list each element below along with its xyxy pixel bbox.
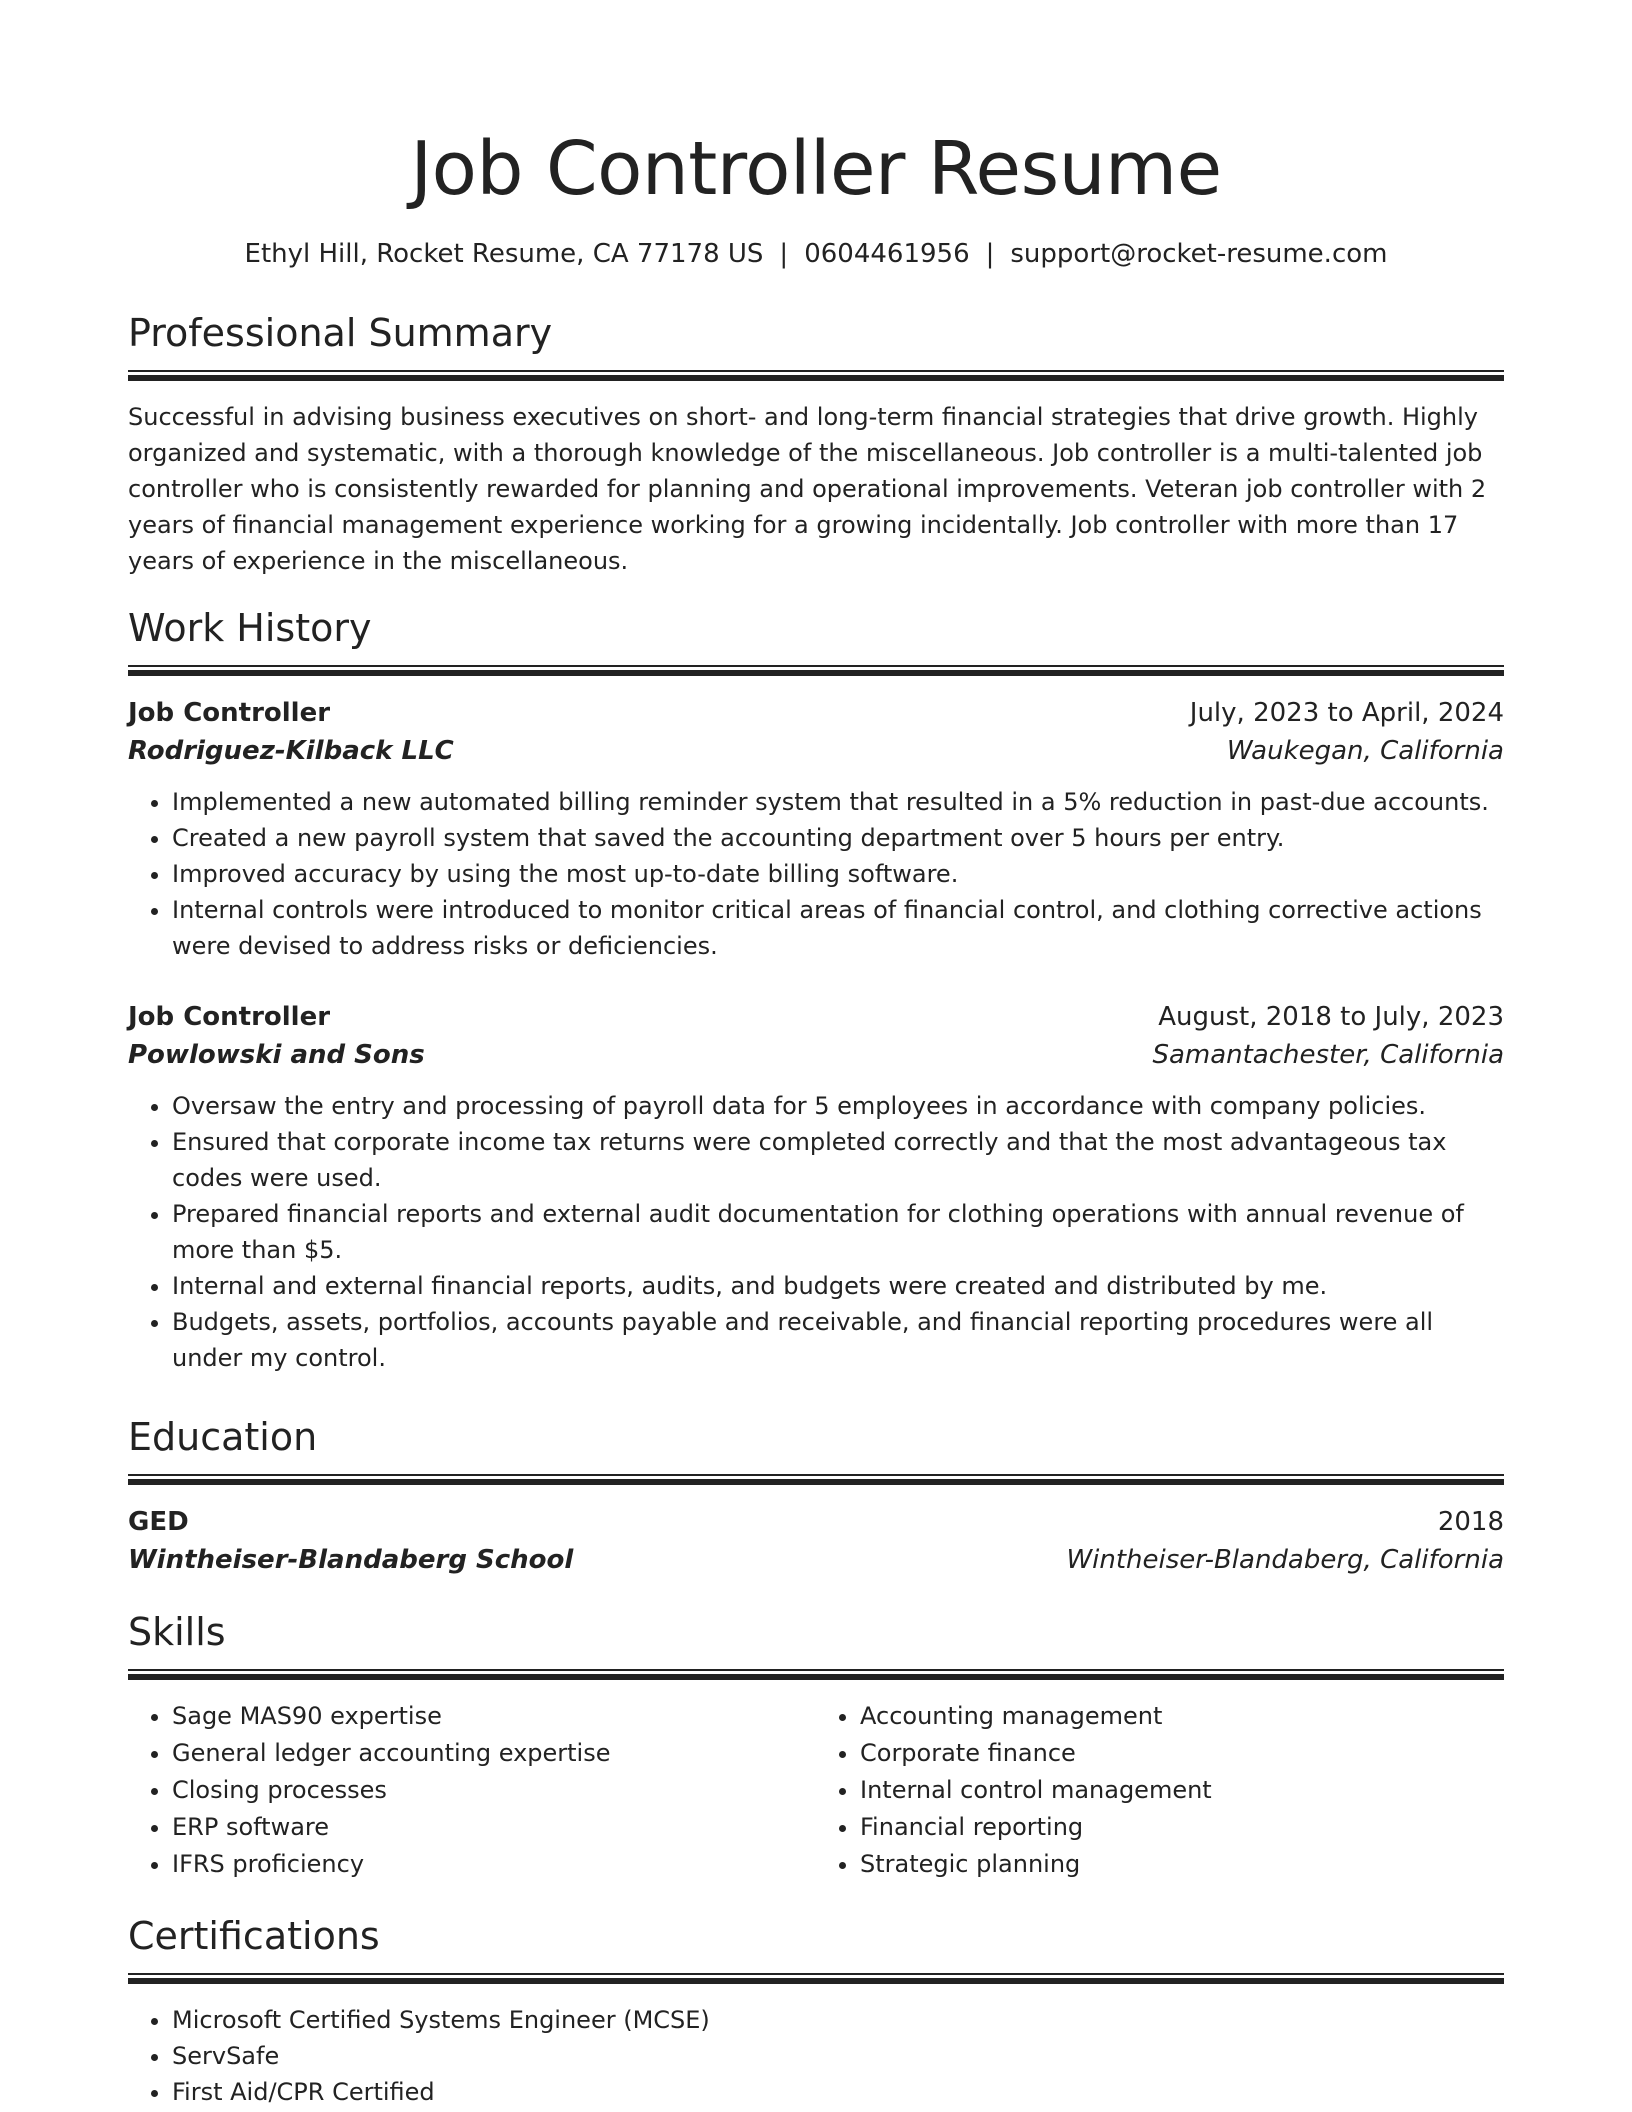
- job-company: Rodriguez-Kilback LLC: [128, 736, 454, 766]
- skills-columns: [128, 1698, 1504, 1883]
- education-header: [128, 1503, 1504, 1541]
- list-item: • Created a new payroll system that saved the accounting department over 5 hours per entry.: [172, 820, 1504, 856]
- contact-separator: |: [779, 239, 789, 269]
- section-divider: [128, 1669, 1504, 1680]
- list-item: • Strategic planning: [860, 1846, 1504, 1883]
- list-item: • Financial reporting: [860, 1809, 1504, 1846]
- education-section: [128, 1412, 1504, 1579]
- education-school: Wintheiser-Blandaberg School: [128, 1545, 574, 1575]
- list-item: • General ledger accounting expertise: [172, 1735, 816, 1772]
- summary-section: [128, 308, 1504, 579]
- certifications-section: [128, 1911, 1504, 2110]
- list-item: • Prepared financial reports and external audit documentation for clothing operations with annual revenue of more than $5.: [172, 1196, 1504, 1268]
- skills-heading: Skills: [128, 1610, 226, 1654]
- contact-phone: 0604461956: [804, 239, 970, 269]
- list-item: • ERP software: [172, 1809, 816, 1846]
- contact-email: support@rocket-resume.com: [1010, 239, 1388, 269]
- skills-list-left: [128, 1698, 816, 1883]
- job-header: [128, 694, 1504, 732]
- section-divider: [128, 665, 1504, 676]
- job-header: [128, 998, 1504, 1036]
- resume-title: Job Controller Resume: [410, 126, 1222, 212]
- job-bullets: [128, 784, 1504, 964]
- list-item: • Closing processes: [172, 1772, 816, 1809]
- list-item: • Internal and external financial reports, audits, and budgets were created and distributed by me.: [172, 1268, 1504, 1304]
- list-item: • Accounting management: [860, 1698, 1504, 1735]
- skills-section: [128, 1607, 1504, 1883]
- list-item: • IFRS proficiency: [172, 1846, 816, 1883]
- list-item: • Sage MAS90 expertise: [172, 1698, 816, 1735]
- list-item: • Ensured that corporate income tax returns were completed correctly and that the most advantageous tax codes were used.: [172, 1124, 1504, 1196]
- list-item: • Improved accuracy by using the most up-to-date billing software.: [172, 856, 1504, 892]
- job-title: Job Controller: [128, 1002, 331, 1032]
- contact-address: Ethyl Hill, Rocket Resume, CA 77178 US: [244, 239, 764, 269]
- education-degree: GED: [128, 1507, 189, 1537]
- education-heading: Education: [128, 1415, 318, 1459]
- job-dates: July, 2023 to April, 2024: [1189, 698, 1504, 728]
- certifications-heading: Certifications: [128, 1914, 380, 1958]
- job-title: Job Controller: [128, 698, 331, 728]
- education-subheader: [128, 1541, 1504, 1579]
- summary-text: Successful in advising business executives on short- and long-term financial strategies that drive growth. Highly organized and systematic, with a thorough knowledge of the miscellaneous. Job controller is a multi-talented job controller who is consistently rewarded for planning and operational improvements. Veteran job controller with 2 years of financial management experience working for a growing incidentally. Job controller with more than 17 years of experience in the miscellaneous.: [128, 403, 1487, 575]
- job-subheader: [128, 1036, 1504, 1074]
- section-divider: [128, 1474, 1504, 1485]
- job-entry: [128, 694, 1504, 964]
- section-divider: [128, 1973, 1504, 1984]
- list-item: • ServSafe: [172, 2038, 1504, 2074]
- list-item: • First Aid/CPR Certified: [172, 2074, 1504, 2110]
- job-location: Samantachester, California: [1152, 1040, 1504, 1070]
- job-bullets: [128, 1088, 1504, 1376]
- contact-line: [128, 236, 1504, 272]
- job-location: Waukegan, California: [1226, 736, 1504, 766]
- education-location: Wintheiser-Blandaberg, California: [1066, 1545, 1504, 1575]
- list-item: • Corporate finance: [860, 1735, 1504, 1772]
- list-item: • Oversaw the entry and processing of payroll data for 5 employees in accordance with company policies.: [172, 1088, 1504, 1124]
- section-divider: [128, 370, 1504, 381]
- list-item: • Internal controls were introduced to monitor critical areas of financial control, and clothing corrective actions were devised to address risks or deficiencies.: [172, 892, 1504, 964]
- job-entry: [128, 998, 1504, 1376]
- job-company: Powlowski and Sons: [128, 1040, 425, 1070]
- skills-list-right: [816, 1698, 1504, 1883]
- list-item: • Implemented a new automated billing reminder system that resulted in a 5% reduction in past-due accounts.: [172, 784, 1504, 820]
- list-item: • Internal control management: [860, 1772, 1504, 1809]
- work-section: [128, 603, 1504, 1376]
- contact-separator: |: [985, 239, 995, 269]
- work-heading: Work History: [128, 606, 372, 650]
- list-item: • Budgets, assets, portfolios, accounts payable and receivable, and financial reporting procedures were all under my control.: [172, 1304, 1504, 1376]
- certifications-list: [128, 2002, 1504, 2110]
- summary-heading: Professional Summary: [128, 311, 553, 355]
- job-subheader: [128, 732, 1504, 770]
- job-dates: August, 2018 to July, 2023: [1158, 1002, 1504, 1032]
- education-year: 2018: [1437, 1507, 1504, 1537]
- list-item: • Microsoft Certified Systems Engineer (MCSE): [172, 2002, 1504, 2038]
